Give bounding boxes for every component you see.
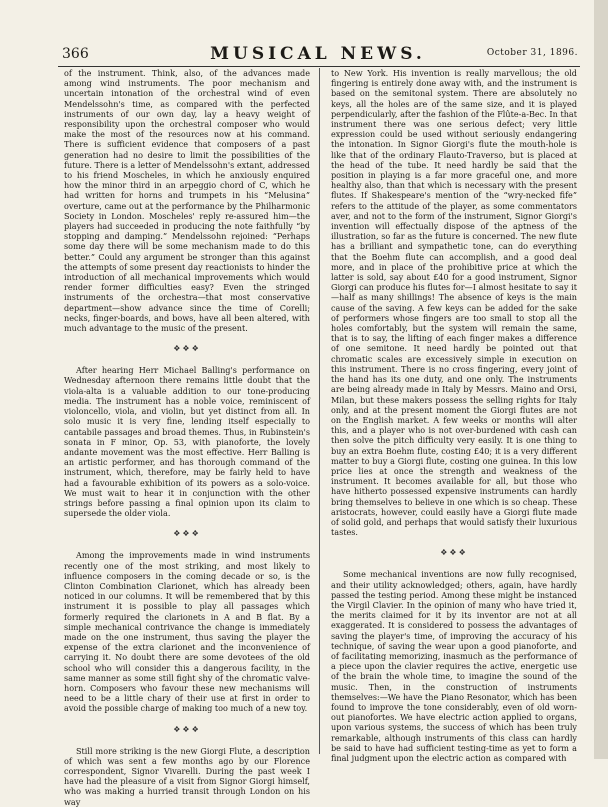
issue-date: October 31, 1896. bbox=[486, 48, 578, 58]
right-column bbox=[331, 68, 577, 763]
left-column bbox=[64, 68, 310, 807]
paragraph-viola-alta: After hearing Herr Michael Balling's performance on Wednesday afternoon there remains little doubt that the viola-alta is a valuable addition to our tone-producing media. The instrument has a noble voice, reminiscent of violoncello, viola, and violin, but yet distinct from all. In solo music it is very fine, lending itself especially to cantabile passages and broad themes. Thus, in Rubinstein's sonata in F minor, Op. 53, with pianoforte, the lovely andante movement was the most effective. Herr Balling is an artistic performer, and has thorough command of the instrument, which, therefore, may be fairly held to have had a favourable exhibition of its powers as a solo-voice. We must wait to hear it in conjunction with the other strings before passing a final opinion upon its claim to supersede the older viola. bbox=[64, 365, 310, 519]
paragraph-orchestral-progress: of the instrument. Think, also, of the advances made among wind instruments. The poor mechanism and uncertain intonation of the orchestral wind of even Mendelssohn's time, as compared with the perfected instruments of our own day, lay a heavy weight of responsibility upon the orchestral composer who would make the most of the resources now at his command. There is sufficient evidence that composers of a past generation had no desire to limit the possibilities of the future. There is a letter of Mendelssohn's extant, addressed to his friend Moscheles, in which he anxiously enquired how the minor third in an arpeggio chord of C, which he had written for horns and trumpets in his “Melusina” overture, came out at the performance by the Philharmonic Society in London. Moscheles' reply re-assured him—the players had succeeded in producing the note faithfully “by stopping and damping.” Mendelssohn rejoined: “Perhaps some day there will be some mechanism made to do this better.” Could any argument be stronger than this against the attempts of some present day reactionists to hinder the introduction of all mechanical improvements which would render former difficulties easy? Even the stringed instruments of the orchestra—that most conservative department—show advance since the time of Corelli; necks, finger-boards, and bows, have all been altered, with much advantage to the music of the present. bbox=[64, 68, 310, 334]
column-divider bbox=[319, 68, 320, 754]
page-number: 366 bbox=[62, 46, 89, 62]
paragraph-giorgi-flute: to New York. His invention is really marvellous; the old fingering is entirely done away with, and the instrument is based on the semitonal system. There are absolutely no keys, all the holes are of the same size, and it is played perpendicularly, after the fashion of the Flûte-a-Bec. In that instrument there was one serious defect; very little expression could be used without seriously endangering the intonation. In Signor Giorgi's flute the mouth-hole is like that of the ordinary Flauto-Traverso, but is placed at the head of the tube. It need hardly be said that the position in playing is a far more graceful one, and more healthy also, than that which is necessary with the present flutes. If Shakespeare's mention of the “wry-necked fife” refers to the attitude of the player, as some commentators aver, and not to the form of the instrument, Signor Giorgi's invention will effectually dispose of the aptness of the illustration, so far as the future is concerned. The new flute has a brilliant and sympathetic tone, can do everything that the Boehm flute can accomplish, and a good deal more, and in place of the prohibitive price at which the latter is sold, say about £40 for a good instrument, Signor Giorgi can produce his flutes for—I almost hesitate to say it—half as many shillings! The absence of keys is the main cause of the saving. A few keys can be added for the sake of performers whose fingers are too small to stop all the holes comfortably, but the system will remain the same, that is to say, the lifting of each finger makes a difference of one semitone. It need hardly be pointed out that chromatic scales are excessively simple in execution on this instrument. There is no cross fingering, every joint of the hand has its one duty, and one only. The instruments are being already made in Italy by Messrs. Maino and Orsi, Milan, but these makers possess the selling rights for Italy only, and at the present moment the Giorgi flutes are not on the English market. A few weeks or months will alter this, and a player who is not over-burdened with cash can then solve the pitch difficulty very easily. It is one thing to buy an extra Boehm flute, costing £40; it is a very different matter to buy a Giorgi flute, costing one guinea. In this low price lies at once the strength and weakness of the instrument. It becomes available for all, but those who have hitherto possessed expensive instruments can hardly bring themselves to believe in one which is so cheap. These aristocrats, however, could easily have a Giorgi flute made of solid gold, and perhaps that would satisfy their luxurious tastes. bbox=[331, 68, 577, 538]
section-divider-ornament: ❖❖❖ bbox=[440, 548, 468, 558]
section-divider-ornament: ❖❖❖ bbox=[173, 724, 201, 734]
publication-title: MUSICAL NEWS. bbox=[210, 44, 426, 64]
section-divider-ornament: ❖❖❖ bbox=[173, 344, 201, 354]
paragraph-giorgi-flute-intro: Still more striking is the new Giorgi Flute, a description of which was sent a few months ago by our Florence correspondent, Signor Vivarelli. During the past week I have had the pleasure of a visit from Signor Giorgi himself, who was making a hurried transit through London on his way bbox=[64, 745, 310, 807]
section-divider-ornament: ❖❖❖ bbox=[173, 529, 201, 539]
paragraph-clinton-clarionet: Among the improvements made in wind instruments recently one of the most striking, and most likely to influence composers in the coming decade or so, is the Clinton Combination Clarionet, which has already been noticed in our columns. It will be remembered that by this instrument it is possible to play all passages which formerly required the clarionets in A and B flat. By a simple mechanical contrivance the change is immediately made on the one instrument, thus saving the player the expense of the extra clarionet and the inconvenience of carrying it. No doubt there are some devotees of the old school who will consider this a dangerous facility, in the same manner as some still fight shy of the chromatic valve-horn. Composers who favour these new mechanisms will need to be a little chary of their use at first in order to avoid the possible charge of making too much of a new toy. bbox=[64, 550, 310, 714]
page-edge bbox=[594, 0, 608, 759]
page-header bbox=[58, 44, 578, 64]
paragraph-mechanical-inventions: Some mechanical inventions are now fully recognised, and their utility acknowledged; others, again, have hardly passed the testing period. Among these might be instanced the Virgil Clavier. In the opinion of many who have tried it, the merits claimed for it by its inventor are not at all exaggerated. It is considered to possess the advantages of saving the player's time, of improving the accuracy of his technique, of saving the wear upon a good pianoforte, and of facilitating memorizing, inasmuch as the performance of a piece upon the clavier requires the active, energetic use of the brain the whole time, to imagine the sound of the music. Then, in the construction of instruments themselves:—We have the Piano Resonator, which has been found to improve the tone considerably, even of old worn-out pianofortes. We have electric action applied to organs, upon various systems, the success of which has been truly remarkable, although instruments of this class can hardly be said to have had sufficient testing-time as yet to form a final judgment upon the electric action as compared with bbox=[331, 569, 577, 763]
header-rule bbox=[58, 66, 580, 67]
